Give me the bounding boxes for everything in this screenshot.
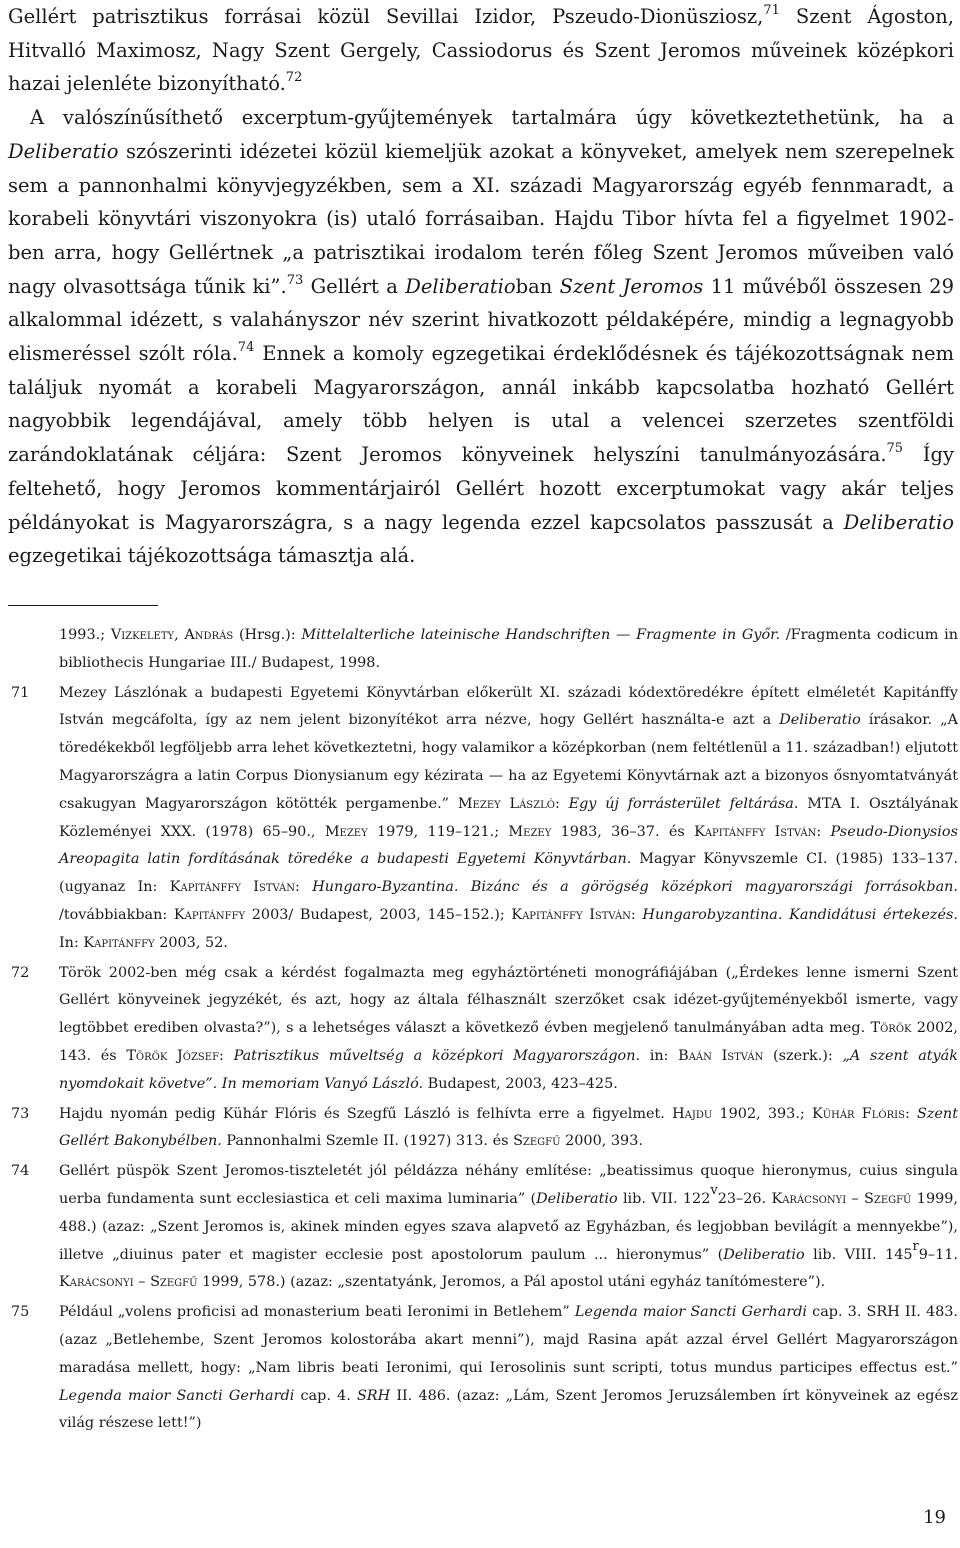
paragraph-2: A valószínűsíthető excerptum-gyűjtemények tartalmára úgy következtethetünk, ha a Deliberatio szószerinti idézetei közül kiemeljük azokat a könyveket, amelyek nem szerepelnek sem a pannonhalmi könyvjegyzékben, sem a XI. századi Magyarország egyéb fennmaradt, a korabeli könyvtári viszonyokra (is) utaló forrásaiban. Hajdu Tibor hívta fel a figyelmet 1902-ben arra, hogy Gellértnek „a patrisztikai irodalom terén főleg Szent Jeromos műveiben való nagy olvasottsága tűnik ki”.$^{73}$ Gellért a Deliberatioban Szent Jeromos 11 művéből összesen 29 alkalommal idézett, s valahányszor név szerint hivatkozott példaképére, mindig a legnagyobb elismeréssel szólt róla.$^{74}$ Ennek a komoly egzegetikai érdeklődésnek és tájékozottságnak nem találjuk nyomát a korabeli Magyarországon, annál inkább kapcsolatba hozható Gellért nagyobbik legendájával, amely több helyen is utal a velencei szerzetes szentföldi zarándoklatának céljára: Szent Jeromos könyveinek helyszíni tanulmányozására.$^{75}$ Így feltehető, hogy Jeromos kommentárjairól Gellért hozott excerptumokat vagy akár teljes példányokat is Magyarországra, s a nagy legenda ezzel kapcsolatos passzusát a Deliberatio egzegetikai tájékozottsága támasztja alá. xyxy=(8,106,954,568)
footnote-ref-74[interactable]: 74 xyxy=(237,340,255,356)
footnote-ref-72[interactable]: 72 xyxy=(285,70,303,86)
footnote-divider xyxy=(8,605,158,606)
footnote-number: 73 xyxy=(11,1105,30,1122)
footnote-number: 74 xyxy=(11,1163,30,1180)
footnote-continuation: 1993.; Vizkelety, András (Hrsg.): Mittelalterliche lateinische Handschriften — Fragmente in Győr. /Fragmenta codicum in bibliothecis Hungariae III./ Budapest, 1998. xyxy=(59,627,959,671)
paragraph-1: Gellért patrisztikus forrásai közül Sevillai Izidor, Pszeudo-Dionüsziosz,$^{71}$ Szent Ágoston, Hitvalló Maximosz, Nagy Szent Gergely, Cassiodorus és Szent Jeromos műveinek középkori hazai jelenléte bizonyítható.$^{72}$ xyxy=(8,3,954,96)
footnote-ref-75[interactable]: 75 xyxy=(886,441,904,457)
footnote-number: 71 xyxy=(11,684,30,701)
footnotes xyxy=(0,622,958,1438)
footnote-74: 74 Gellért püspök Szent Jeromos-tiszteletét jól példázza néhány említése: „beatissimus quoque hieronymus, cuius singula uerba fundamenta sunt ecclesiastica et celi maxima luminaria” (Deliberatio lib. VII. 122$^v$23–26. Karácsonyi – Szegfű 1999, 488.) (azaz: „Szent Jeromos is, akinek minden egyes szava alapvető az Egyházban, és legjobban bevilágít a mennyekbe”), illetve „diuinus pater et magister ecclesie post apostolorum paulum ... hieronymus” (Deliberatio lib. VIII. 145$^r$9–11. Karácsonyi – Szegfű 1999, 578.) (azaz: „szentatyánk, Jeromos, a Pál apostol utáni egyház tanítómestere”). xyxy=(0,1158,958,1297)
main-text xyxy=(8,0,954,573)
footnote-number: 75 xyxy=(11,1304,30,1321)
footnote-ref-71[interactable]: 71 xyxy=(763,3,780,18)
footnote-number: 72 xyxy=(11,964,30,981)
footnote-ref-73[interactable]: 73 xyxy=(286,272,304,288)
footnote-71: 71 Mezey Lászlónak a budapesti Egyetemi Könyvtárban előkerült XI. századi kódextöredékre épített elméletét Kapitánffy István megcáfolta, így az nem jelent bizonyítékot arra nézve, hogy Gellért használta-e azt a Deliberatio írásakor. „A töredékekből legföljebb arra lehet következtetni, hogy valamikor a középkorban (nem feltétlenül a 11. században!) eljutott Magyarországra a latin Corpus Dionysianum egy kézirata — ha az Egyetemi Könyvtárnak azt a bizonyos ősnyomtatványát csakugyan Magyarországon kötötték pergamenbe.” Mezey László: Egy új forrásterület feltárása. MTA I. Osztályának Közleményei XXX. (1978) 65–90., Mezey 1979, 119–121.; Mezey 1983, 36–37. és Kapitánffy István: Pseudo-Dionysios Areopagita latin fordításának töredéke a budapesti Egyetemi Könyvtárban. Magyar Könyvszemle CI. (1985) 133–137. (ugyanaz In: Kapitánffy István: Hungaro-Byzantina. Bizánc és a görögség középkori magyarországi forrásokban. /továbbiakban: Kapitánffy 2003/ Budapest, 2003, 145–152.); Kapitánffy István: Hungarobyzantina. Kandidátusi értekezés. In: Kapitánffy 2003, 52. xyxy=(0,680,958,958)
footnote-73: 73 Hajdu nyomán pedig Kühár Flóris és Szegfű László is felhívta erre a figyelmet. Hajdu 1902, 393.; Kühár Flóris: Szent Gellért Bakonybélben. Pannonhalmi Szemle II. (1927) 313. és Szegfű 2000, 393. xyxy=(0,1101,958,1157)
footnote-75: 75 Például „volens proficisi ad monasterium beati Ieronimi in Betlehem” Legenda maior Sancti Gerhardi cap. 3. SRH II. 483. (azaz „Betlehembe, Szent Jeromos kolostorába akart menni”), majd Rasina apát azzal érvel Gellért Magyarországon maradása mellett, hogy: „Nam libris beati Ieronimi, qui Ierosolinis sunt scripti, totus mundus participes effectus est.” Legenda maior Sancti Gerhardi cap. 4. SRH II. 486. (azaz: „Lám, Szent Jeromos Jeruzsálemben írt könyveinek az egész világ részese lett!”) xyxy=(0,1299,958,1438)
footnote-72: 72 Török 2002-ben még csak a kérdést fogalmazta meg egyháztörténeti monográfiájában („Érdekes lenne ismerni Szent Gellért könyveinek jegyzékét, és azt, hogy az általa félhasznált szerzőket csak idézet-gyűjteményekből ismerte, vagy legtöbbet erediben olvasta?”), s a lehetséges választ a következő évben megjelenő tanulmányában adta meg. Török 2002, 143. és Török József: Patrisztikus műveltség a középkori Magyarországon. in: Baán István (szerk.): „A szent atyák nyomdokait követve”. In memoriam Vanyó László. Budapest, 2003, 423–425. xyxy=(0,960,958,1099)
page-number: 19 xyxy=(923,1507,946,1528)
